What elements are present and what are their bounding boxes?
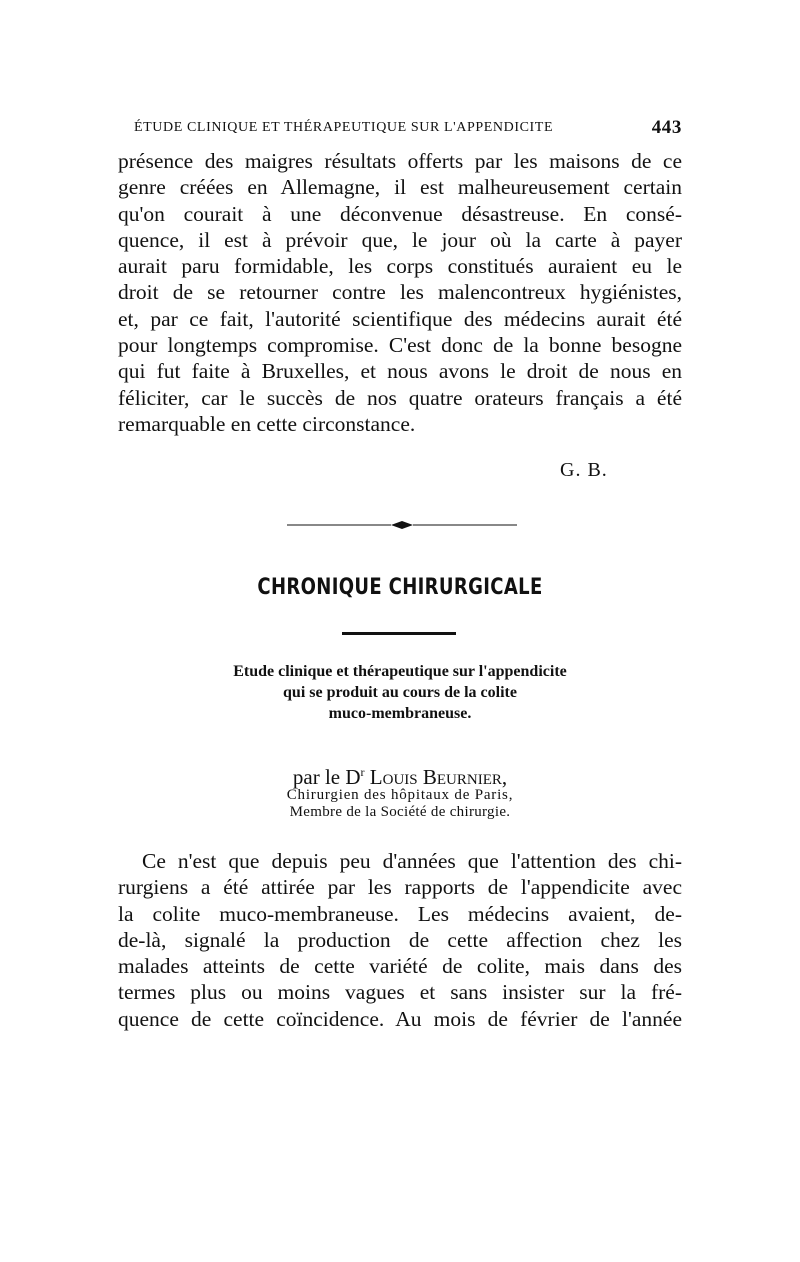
text-line: la colite muco-membraneuse. Les médecins avaient, de- xyxy=(118,901,682,926)
byline xyxy=(0,760,800,789)
text-line: pour longtemps compromise. C'est donc de la bonne besogne xyxy=(118,333,682,358)
article-title xyxy=(100,661,700,724)
text-line: de-là, signalé la production de cette affection chez les xyxy=(118,927,682,952)
byline-prefix: par le xyxy=(292,765,341,789)
text-line: termes plus ou moins vagues et sans insister sur la fré- xyxy=(118,980,682,1005)
affiliation-line: Membre de la Société de chirurgie. xyxy=(289,804,511,820)
page-number: 443 xyxy=(651,117,682,138)
text-line: féliciter, car le succès de nos quatre orateurs français a été xyxy=(118,385,682,410)
text-line: malades atteints de cette variété de colite, mais dans des xyxy=(118,954,682,979)
article-title-line: muco-membraneuse. xyxy=(328,705,472,722)
text-line: qui fut faite à Bruxelles, et nous avons le droit de nous en xyxy=(118,359,682,384)
author-name: Louis Beurnier, xyxy=(369,765,508,789)
author-affiliations xyxy=(0,787,800,821)
ornament-divider xyxy=(287,519,517,531)
article-body xyxy=(118,848,682,1032)
section-title: CHRONIQUE CHIRURGICALE xyxy=(257,575,543,600)
text-line: quence de cette coïncidence. Au mois de février de l'année xyxy=(118,1006,682,1031)
doctor-title: $D^r$ xyxy=(345,765,365,789)
running-title: ÉTUDE CLINIQUE ET THÉRAPEUTIQUE SUR L'APPENDICITE xyxy=(134,120,554,135)
text-line: droit de se retourner contre les malencontreux hygiénistes, xyxy=(118,280,682,305)
affiliation-line: Chirurgien des hôpitaux de Paris, xyxy=(286,787,514,803)
article-title-line: Etude clinique et thérapeutique sur l'appendicite xyxy=(233,663,567,680)
text-line: remarquable en cette circonstance. xyxy=(118,411,416,436)
text-line: aurait paru formidable, les corps constitués auraient eu le xyxy=(118,254,682,279)
title-rule xyxy=(342,632,456,635)
text-line: présence des maigres résultats offerts par les maisons de ce xyxy=(118,149,682,173)
text-line: rurgiens a été attirée par les rapports de l'appendicite avec xyxy=(118,875,682,900)
text-line: et, par ce fait, l'autorité scientifique des médecins aurait été xyxy=(118,306,682,331)
text-line: genre créées en Allemagne, il est malheureusement certain xyxy=(118,175,682,200)
continuation-paragraph xyxy=(118,148,682,437)
signature: G. B. xyxy=(560,459,608,481)
text-line: qu'on courait à une déconvenue désastreuse. En consé- xyxy=(118,201,682,226)
text-line: Ce n'est que depuis peu d'années que l'attention des chi- xyxy=(142,849,682,873)
article-title-line: qui se produit au cours de la colite xyxy=(283,684,517,701)
text-line: quence, il est à prévoir que, le jour où la carte à payer xyxy=(118,227,682,252)
